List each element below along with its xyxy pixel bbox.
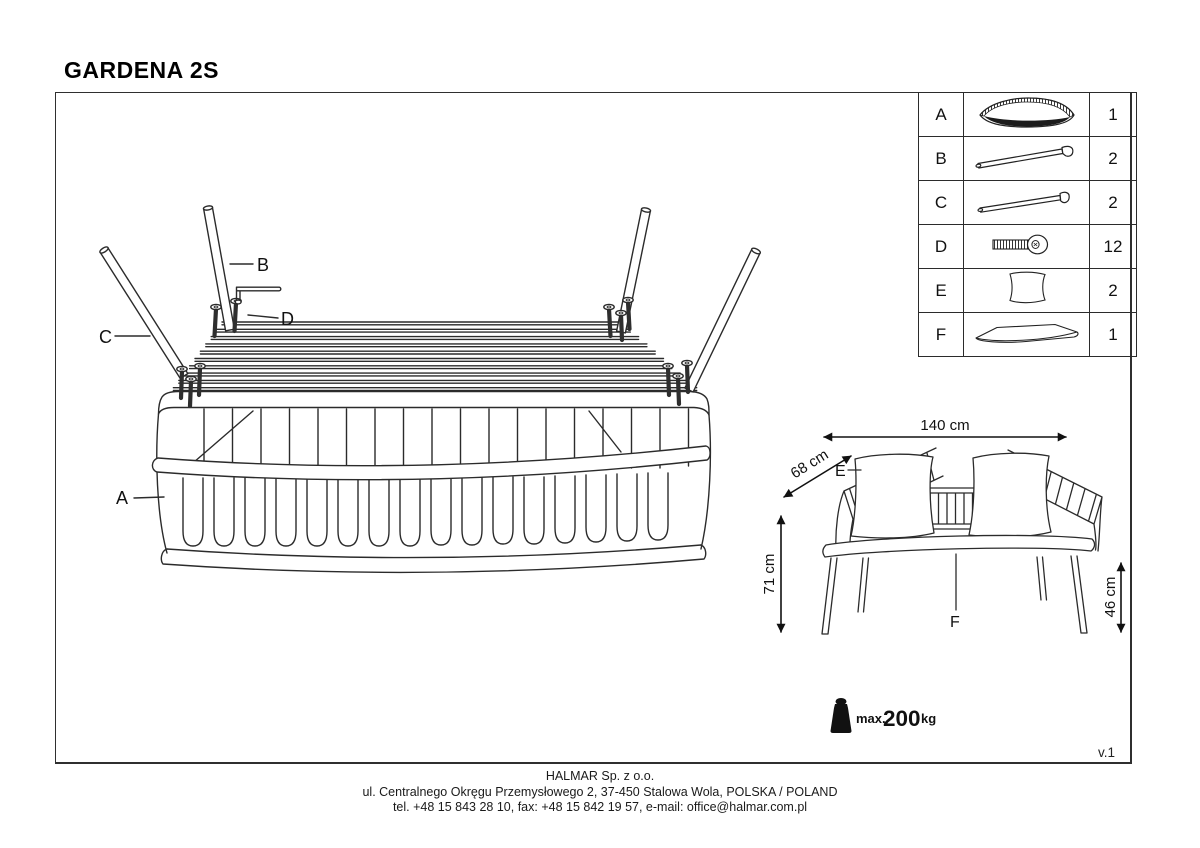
version-label: v.1: [1098, 745, 1116, 760]
body-sides: [157, 414, 711, 553]
label-cushion-f: F: [950, 614, 960, 631]
label-part-d: D: [281, 309, 294, 329]
table-row: [919, 225, 1137, 269]
dim-depth: 68 cm: [787, 446, 832, 483]
leg-front-left: [203, 205, 234, 331]
seat-slats: [173, 322, 696, 391]
seat-cushion-icon: [966, 313, 1088, 351]
front-leg-icon: [966, 137, 1088, 175]
footer-contact: tel. +48 15 843 28 10, fax: +48 15 842 19 57, e-mail: office@halmar.com.pl: [392, 800, 808, 814]
part-qty: 12: [1090, 225, 1137, 269]
max-load-value: 200: [883, 706, 921, 731]
label-part-b: B: [257, 255, 270, 275]
dim-width: 140 cm: [920, 417, 970, 434]
part-letter: D: [919, 225, 964, 269]
table-row: [919, 181, 1137, 225]
part-letter: A: [919, 93, 964, 137]
page-title: GARDENA 2S: [64, 57, 219, 83]
assembly-diagram: [99, 205, 761, 572]
part-qty: 2: [1090, 269, 1137, 313]
allen-bolt-icon: [966, 225, 1088, 263]
table-row: [919, 137, 1137, 181]
part-qty: 2: [1090, 137, 1137, 181]
footer-company: HALMAR Sp. z o.o.: [545, 769, 655, 783]
rear-leg-icon: [966, 181, 1088, 219]
dim-seat-height: 46 cm: [1102, 576, 1119, 618]
part-qty: 1: [1090, 313, 1137, 357]
part-letter: B: [919, 137, 964, 181]
footer: [0, 769, 1200, 816]
max-load-badge: [831, 698, 937, 733]
max-load-unit: kg: [921, 711, 937, 726]
weight-icon: [831, 698, 852, 733]
body-top-rim: [159, 392, 710, 416]
part-qty: 1: [1090, 93, 1137, 137]
pillow-right: [969, 453, 1051, 537]
dimension-diagram: [781, 437, 1121, 634]
label-part-a: A: [116, 488, 129, 508]
leg-rear-right: [685, 247, 761, 392]
part-letter: C: [919, 181, 964, 225]
allen-key-icon: [235, 287, 280, 304]
leg-rear-left: [99, 246, 188, 379]
table-row: [919, 269, 1137, 313]
pillow-icon: [966, 269, 1088, 307]
label-pillow-e: E: [835, 463, 846, 480]
footer-address: ul. Centralnego Okręgu Przemysłowego 2, 37-450 Stalowa Wola, POLSKA / POLAND: [362, 784, 838, 799]
table-row: [919, 313, 1137, 357]
label-part-c: C: [99, 327, 112, 347]
table-row: [919, 93, 1137, 137]
dim-height: 71 cm: [761, 553, 778, 595]
body-bottom-rim: [161, 545, 705, 572]
part-qty: 2: [1090, 181, 1137, 225]
sofa-body-icon: [966, 93, 1088, 131]
seat-cushion: [823, 535, 1095, 557]
body-band: [152, 446, 710, 480]
part-letter: E: [919, 269, 964, 313]
max-load-prefix: max.: [856, 711, 886, 726]
pillow-left: [851, 454, 934, 538]
body-loops: [183, 473, 668, 546]
parts-table: [918, 92, 1137, 357]
part-letter: F: [919, 313, 964, 357]
